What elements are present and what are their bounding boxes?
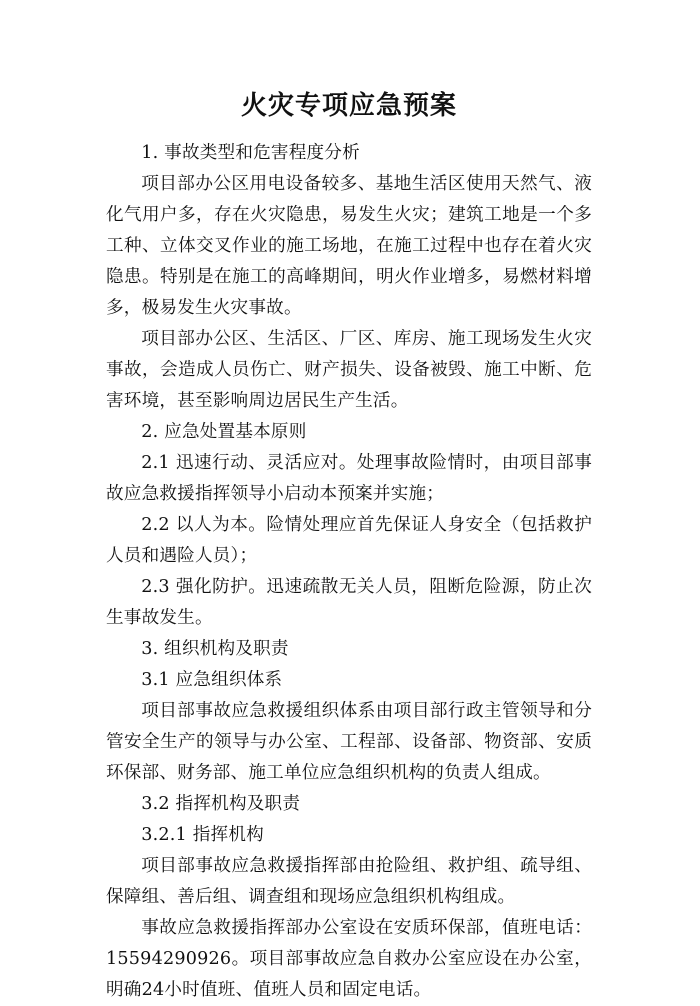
- document-body: [106, 138, 592, 1006]
- subsection-heading: 3.1 应急组织体系: [141, 670, 283, 690]
- section-heading: 3. 组织机构及职责: [141, 639, 289, 659]
- body-paragraph: 项目部事故应急救援指挥部由抢险组、救护组、疏导组、保障组、善后组、调查组和现场应急组织机构组成。: [106, 856, 592, 907]
- subsection-heading: 3.2.1 指挥机构: [141, 825, 264, 845]
- body-paragraph: 2.2 以人为本。险情处理应首先保证人身安全（包括救护人员和遇险人员）；: [106, 515, 592, 566]
- page-title: 火灾专项应急预案: [240, 91, 457, 121]
- body-paragraph: 事故应急救援指挥部办公室设在安质环保部，值班电话：15594290926。项目部事故应急自救办公室应设在办公室，明确24小时值班、值班人员和固定电话。: [106, 918, 592, 1000]
- body-paragraph: 2.1 迅速行动、灵活应对。处理事故险情时，由项目部事故应急救援指挥领导小启动本预案并实施；: [106, 453, 592, 504]
- body-paragraph: 项目部事故应急救援组织体系由项目部行政主管领导和分管安全生产的领导与办公室、工程部、设备部、物资部、安质环保部、财务部、施工单位应急组织机构的负责人组成。: [106, 701, 592, 783]
- body-paragraph: 项目部办公区、生活区、厂区、库房、施工现场发生火灾事故，会造成人员伤亡、财产损失、设备被毁、施工中断、危害环境，甚至影响周边居民生产生活。: [106, 329, 592, 411]
- subsection-heading: 3.2 指挥机构及职责: [141, 794, 301, 814]
- body-paragraph: 项目部办公区用电设备较多、基地生活区使用天然气、液化气用户多，存在火灾隐患，易发生火灾；建筑工地是一个多工种、立体交叉作业的施工场地，在施工过程中也存在着火灾隐患。特别是在施工的高峰期间，明火作业增多，易燃材料增多，极易发生火灾事故。: [106, 174, 592, 318]
- body-paragraph: 2.3 强化防护。迅速疏散无关人员，阻断危险源，防止次生事故发生。: [106, 577, 592, 628]
- section-heading: 1. 事故类型和危害程度分析: [141, 143, 360, 163]
- section-heading: 2. 应急处置基本原则: [141, 422, 307, 442]
